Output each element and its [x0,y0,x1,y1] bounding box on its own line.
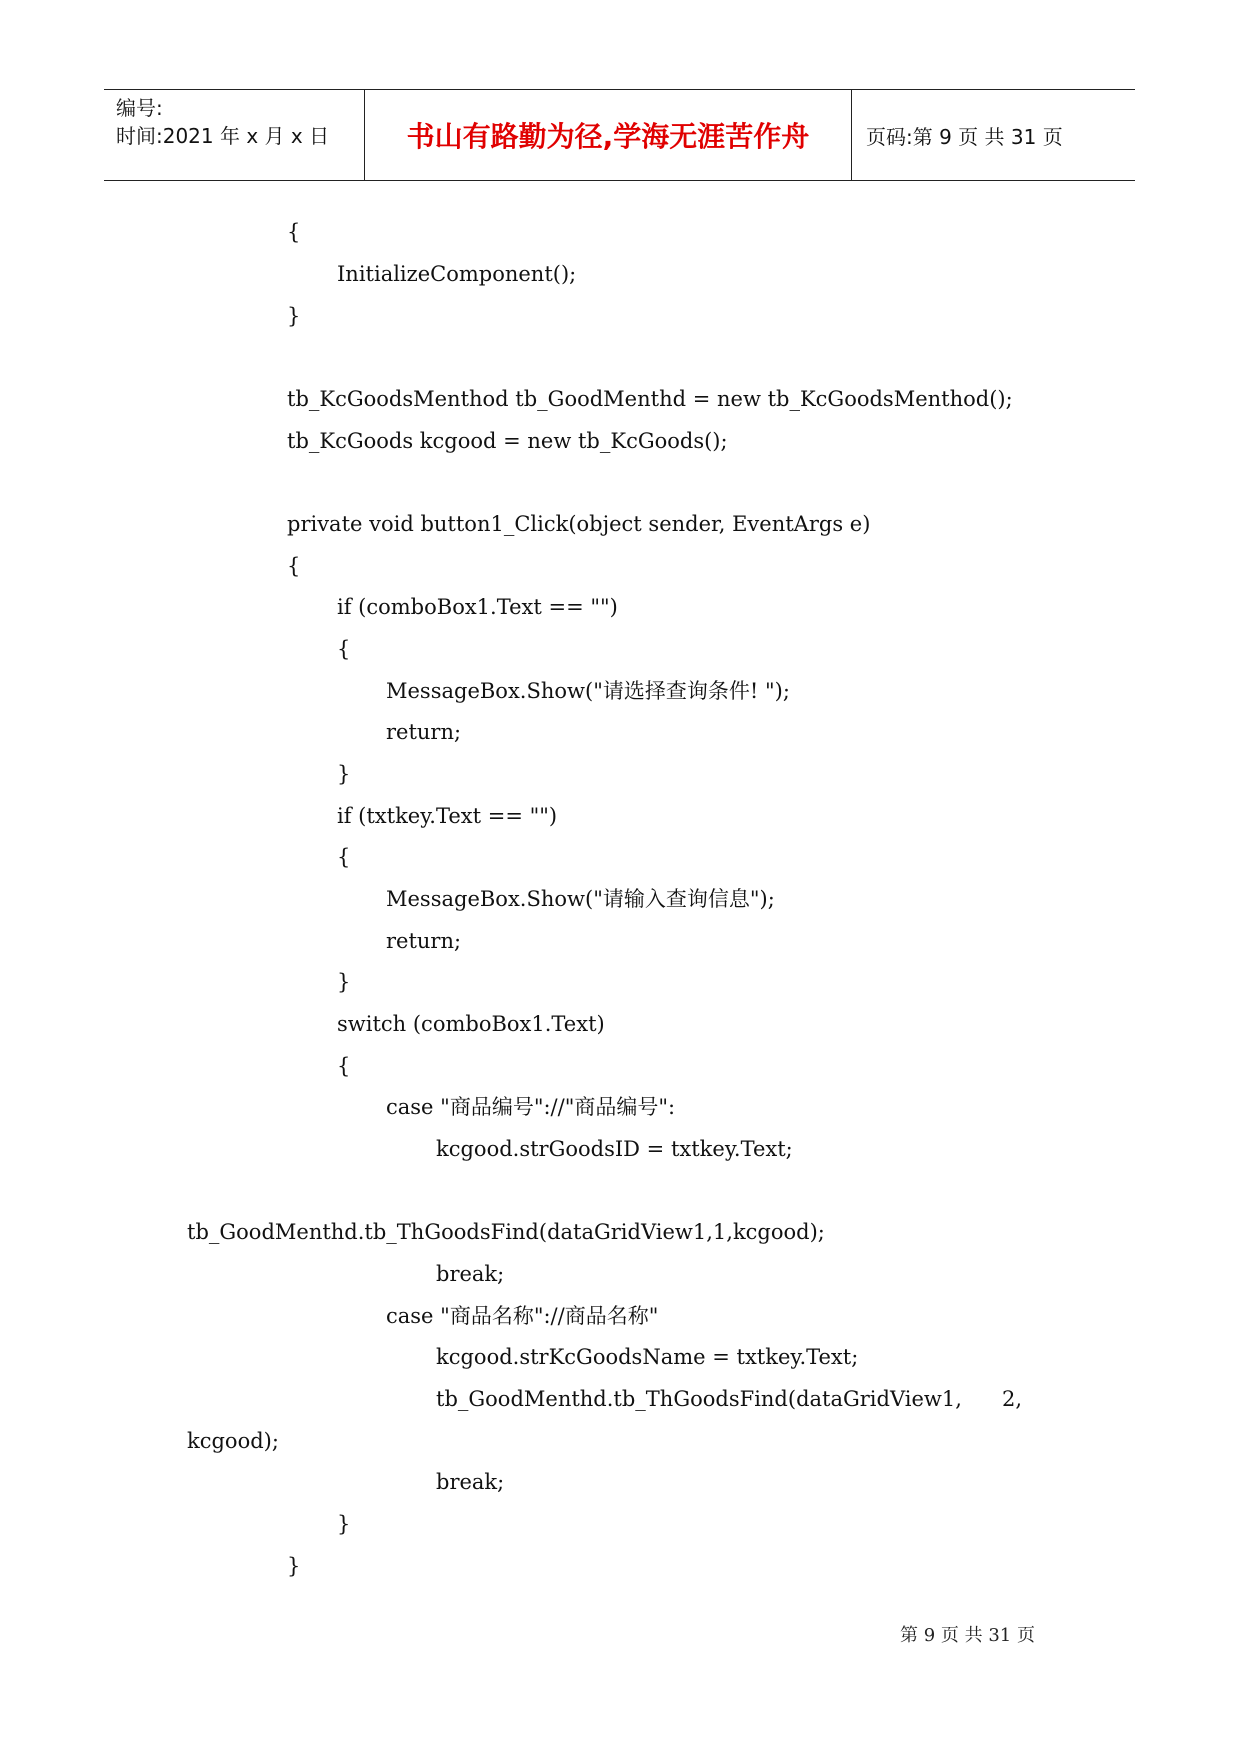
page-footer: 第 9 页 共 31 页 [900,1625,1035,1646]
code-line: switch (comboBox1.Text) [337,1012,605,1036]
code-line: tb_GoodMenthd.tb_ThGoodsFind(dataGridView1, 2, [436,1387,1023,1411]
code-line: kcgood.strKcGoodsName = txtkey.Text; [436,1345,859,1369]
code-line: InitializeComponent(); [337,262,577,286]
code-line: MessageBox.Show("请输入查询信息"); [386,887,775,911]
code-line: break; [436,1470,505,1494]
code-line: { [337,1054,351,1078]
code-line: } [287,1554,301,1578]
code-line: if (comboBox1.Text == "") [337,595,618,619]
code-line: { [287,220,301,244]
code-line: tb_KcGoodsMenthod tb_GoodMenthd = new tb_KcGoodsMenthod(); [287,387,1013,411]
code-line: case "商品编号"://"商品编号": [386,1095,676,1119]
code-line: } [337,1512,351,1536]
code-line: } [337,970,351,994]
code-line: kcgood.strGoodsID = txtkey.Text; [436,1137,793,1161]
code-line: if (txtkey.Text == "") [337,804,558,828]
document-time-label: 时间:2021 年 x 月 x 日 [116,124,330,148]
code-line: { [337,637,351,661]
code-line: { [287,554,301,578]
header-page-info: 页码:第 9 页 共 31 页 [866,124,1063,149]
header-motto: 书山有路勤为径,学海无涯苦作舟 [365,90,852,180]
code-line: } [287,304,301,328]
code-line: MessageBox.Show("请选择查询条件! "); [386,679,790,703]
code-line: { [337,845,351,869]
code-line: return; [386,720,462,744]
document-number-label: 编号: [116,96,163,120]
code-line: kcgood); [187,1429,279,1453]
code-line: break; [436,1262,505,1286]
code-line: } [337,762,351,786]
code-line: tb_KcGoods kcgood = new tb_KcGoods(); [287,429,728,453]
code-line: case "商品名称"://商品名称" [386,1304,659,1328]
code-line: tb_GoodMenthd.tb_ThGoodsFind(dataGridView1,1,kcgood); [187,1220,825,1244]
code-line: private void button1_Click(object sender, EventArgs e) [287,512,871,536]
code-line: return; [386,929,462,953]
